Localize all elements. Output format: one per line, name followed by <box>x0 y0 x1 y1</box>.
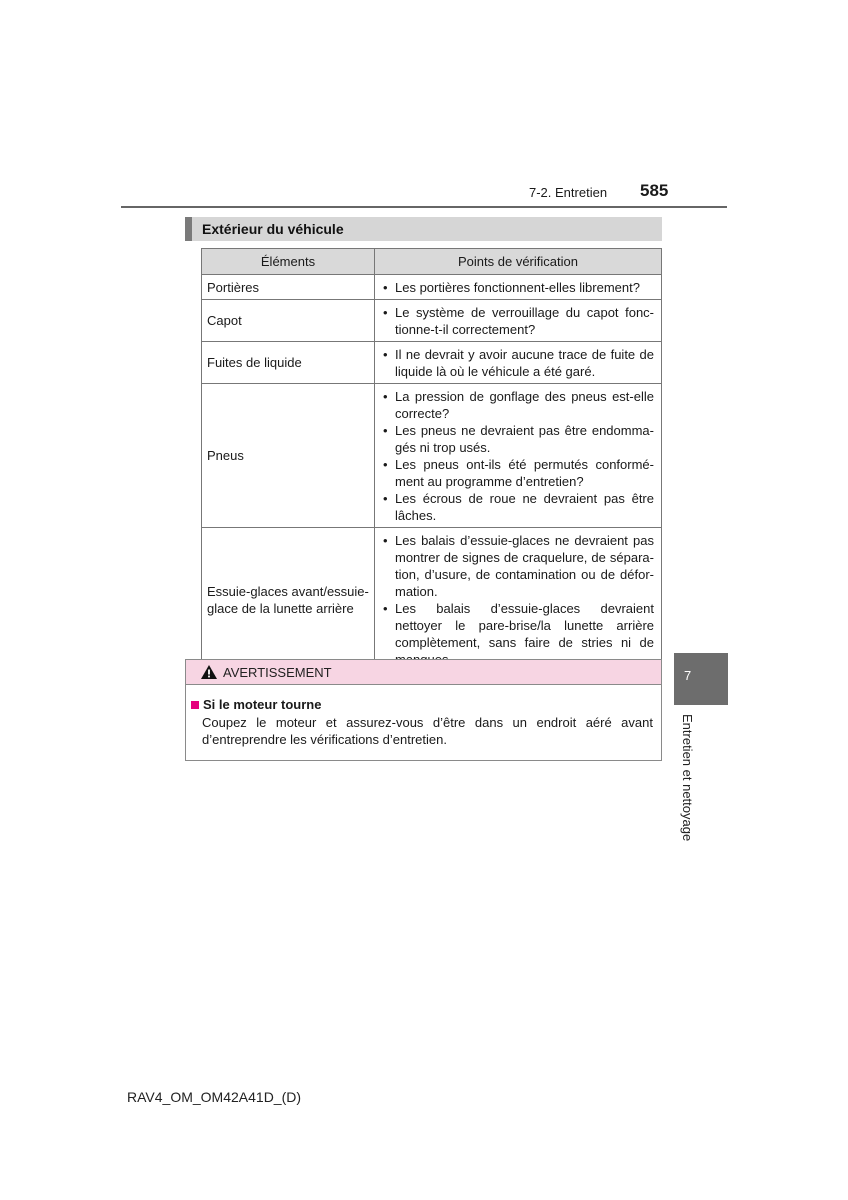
column-header-checkpoints: Points de vérification <box>375 249 662 275</box>
points-cell <box>375 300 662 342</box>
warning-box <box>185 659 662 761</box>
points-cell <box>375 342 662 384</box>
table-row <box>202 384 662 528</box>
table-row <box>202 275 662 300</box>
header-rule <box>121 206 727 208</box>
item-cell: Capot <box>202 300 375 342</box>
item-cell: Portières <box>202 275 375 300</box>
section-heading-bar <box>185 217 662 241</box>
check-point: • Les balais d’essuie-glaces devraient nettoyer le pare-brise/la lunette arrière complètement, sans faire de stries ni de <box>383 600 654 668</box>
warning-text: Coupez le moteur et assurez-vous d’être dans un endroit aéré avant d’entreprendre les vérifications d’entretien. <box>202 715 653 747</box>
table-row <box>202 300 662 342</box>
points-cell <box>375 384 662 528</box>
check-point: • Il ne devrait y avoir aucune trace de fuite de liquide là où le véhicule a été garé. <box>383 346 654 380</box>
chapter-tab <box>674 653 728 705</box>
column-header-items: Éléments <box>202 249 375 275</box>
warning-title-row <box>191 697 321 712</box>
table-row <box>202 528 662 672</box>
points-cell <box>375 528 662 672</box>
points-cell <box>375 275 662 300</box>
item-cell: Fuites de liquide <box>202 342 375 384</box>
warning-triangle-icon <box>200 664 218 680</box>
check-point: • Les écrous de roue ne devraient pas être lâches. <box>383 490 654 524</box>
page-number: 585 <box>640 181 669 200</box>
chapter-label: Entretien et nettoyage <box>680 714 695 842</box>
check-point: • Les portières fonctionnent-elles librement? <box>383 279 654 296</box>
table-header-row <box>202 249 662 275</box>
warning-label: AVERTISSEMENT <box>223 665 332 680</box>
warning-header <box>186 660 661 685</box>
magenta-square-marker-icon <box>191 701 199 709</box>
header-section-label: 7-2. Entretien <box>529 185 608 200</box>
warning-title: Si le moteur tourne <box>203 697 322 712</box>
check-point: • Les balais d’essuie-glaces ne devraient pas montrer de signes de craquelure, de sépara-tion, d’usure, de contamination ou de défor-mation. <box>383 532 654 600</box>
inspection-table <box>201 248 662 672</box>
item-cell: Pneus <box>202 384 375 528</box>
footer-document-code: RAV4_OM_OM42A41D_(D) <box>127 1089 302 1105</box>
check-point: • La pression de gonflage des pneus est-elle correcte? <box>383 388 654 422</box>
section-title: Extérieur du véhicule <box>202 221 344 237</box>
check-point: • Les pneus ont-ils été permutés conformé-ment au programme d’entretien? <box>383 456 654 490</box>
item-cell: Essuie-glaces avant/essuie-glace de la lunette arrière <box>202 528 375 672</box>
check-point: • Les pneus ne devraient pas être endomma-gés ni trop usés. <box>383 422 654 456</box>
chapter-number: 7 <box>684 668 692 683</box>
table-row <box>202 342 662 384</box>
check-point: • Le système de verrouillage du capot fonc-tionne-t-il correctement? <box>383 304 654 338</box>
